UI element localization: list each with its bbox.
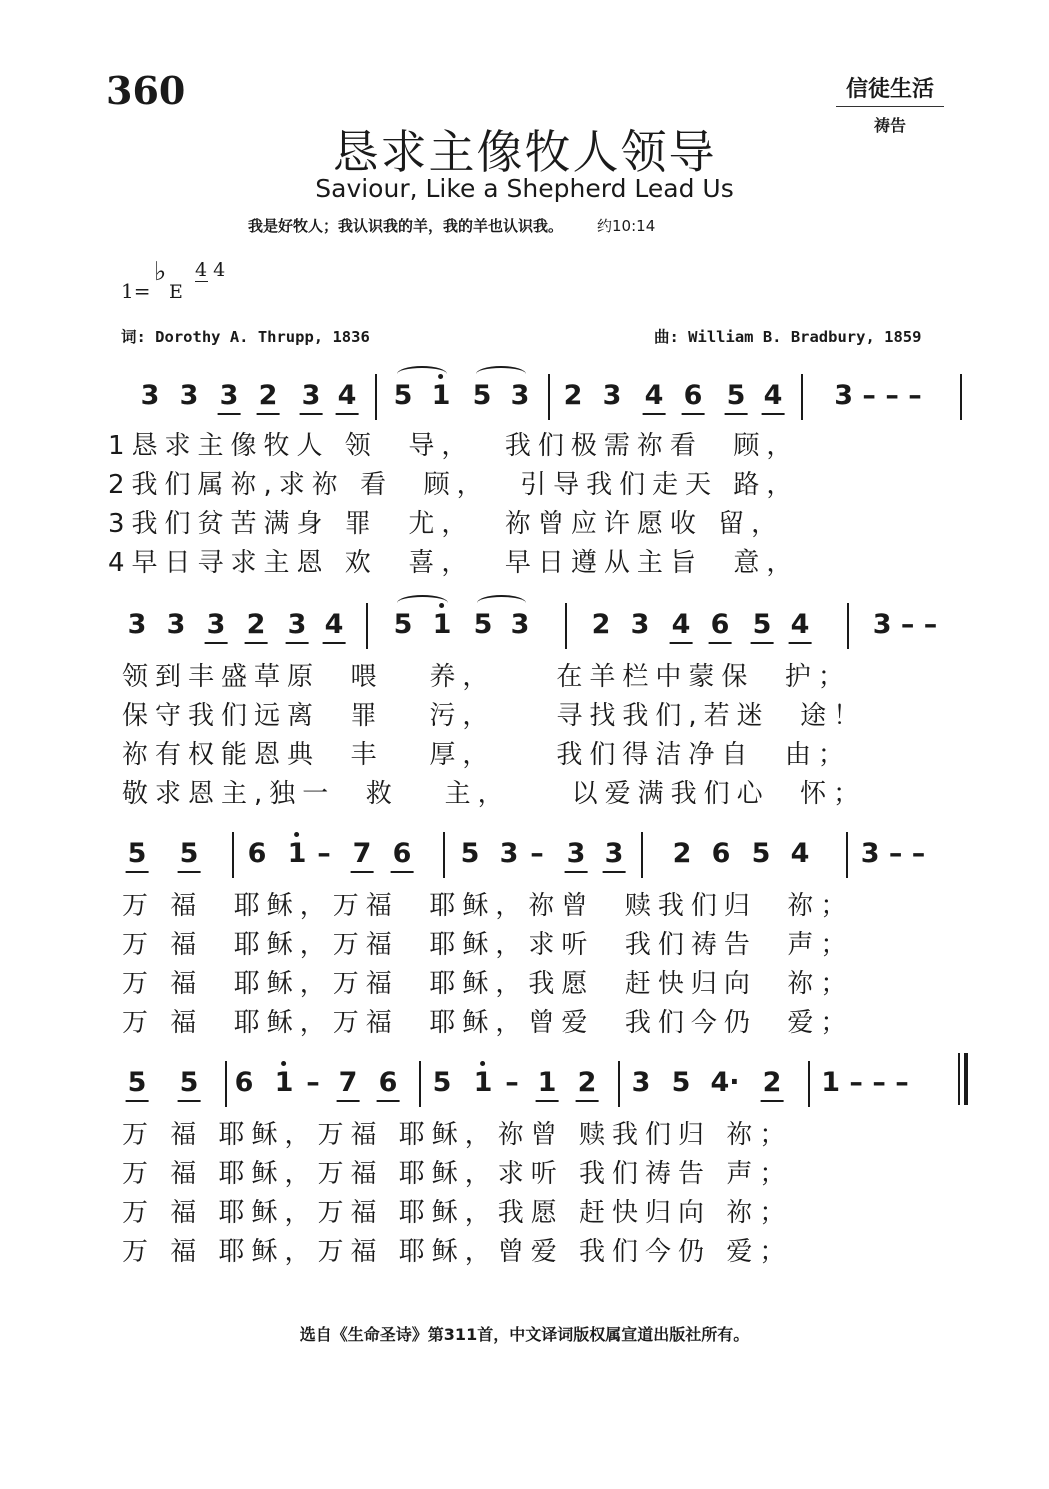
note: 2 — [577, 1067, 597, 1098]
lyric-line: 敬求恩主,独一 救 主， 以爱满我们心 怀； — [122, 779, 867, 809]
time-signature-rule — [195, 281, 208, 282]
note: 5 — [127, 838, 147, 869]
note: 3 — [301, 380, 321, 411]
octave-dot — [281, 1061, 286, 1066]
key-note: E — [169, 281, 183, 303]
note: – — [306, 1067, 320, 1098]
hymn-number: 360 — [106, 68, 186, 113]
bar-line — [641, 832, 643, 878]
lyric-line: 万 福 耶稣，万福 耶稣，我愿 赶快归向 祢； — [122, 1198, 793, 1228]
note: 5 — [179, 1067, 199, 1098]
note: 1 — [275, 1067, 294, 1099]
final-bar-line — [958, 1053, 960, 1105]
tie-arc — [476, 366, 526, 382]
note: 2 — [258, 380, 278, 411]
title-english: Saviour, Like a Shepherd Lead Us — [315, 174, 734, 203]
note: 5 — [127, 1067, 147, 1098]
lyric-line: 领到丰盛草原 喂 养， 在羊栏中蒙保 护； — [122, 662, 851, 692]
bar-line — [375, 374, 377, 420]
note: 7 — [352, 838, 372, 869]
note: 3 – – – — [834, 380, 922, 411]
tie-arc — [397, 366, 447, 382]
note: 4· — [710, 1067, 740, 1098]
scripture-reference: 约10:14 — [597, 217, 656, 235]
bar-line — [548, 374, 550, 420]
note: 6 — [711, 838, 731, 869]
lyric-line: 2我们属祢,求祢 看 顾， 引导我们走天 路， — [108, 470, 800, 500]
note: 6 — [234, 1067, 254, 1098]
note: 3 — [140, 380, 160, 411]
note: 2 — [591, 609, 611, 640]
credit-lyricist: 词: Dorothy A. Thrupp, 1836 — [121, 328, 370, 346]
note: 5 — [752, 609, 772, 640]
note: 7 — [338, 1067, 358, 1098]
lyric-line: 万 福 耶稣，万福 耶稣，我愿 赶快归向 祢； — [122, 969, 854, 999]
note: 2 — [563, 380, 583, 411]
note: 5 — [432, 1067, 452, 1098]
note: 4 — [763, 380, 783, 411]
note: 1 — [474, 1067, 493, 1099]
note: 3 — [566, 838, 586, 869]
note: 3 — [166, 609, 186, 640]
note: – — [530, 838, 544, 869]
note: 5 — [179, 838, 199, 869]
note: 3 — [206, 609, 226, 640]
note: 1 — [433, 609, 452, 641]
lyric-line: 3我们贫苦满身 罪 尤， 祢曾应许愿收 留， — [108, 509, 785, 539]
note: 6 — [710, 609, 730, 640]
note: 3 — [287, 609, 307, 640]
subcategory-label: 祷告 — [873, 116, 906, 135]
key-prefix: 1= — [121, 279, 151, 303]
octave-dot — [480, 1061, 485, 1066]
lyric-line: 1恳求主像牧人 领 导， 我们极需祢看 顾， — [108, 431, 800, 461]
bar-line — [960, 374, 962, 420]
key-signature — [121, 257, 231, 317]
lyric-line: 万 福 耶稣，万福 耶稣，祢曾 赎我们归 祢； — [122, 891, 854, 921]
note: 5 — [393, 609, 413, 640]
scripture-text: 我是好牧人；我认识我的羊，我的羊也认识我。 — [248, 217, 564, 235]
note: 3 — [179, 380, 199, 411]
note: 4 — [790, 609, 810, 640]
note: 3 — [499, 838, 519, 869]
flat-icon: ♭ — [154, 257, 167, 287]
note: 3 – – — [860, 838, 926, 869]
scripture-line — [248, 215, 655, 236]
note: 5 — [473, 609, 493, 640]
note: 1 — [288, 838, 307, 870]
bar-line — [618, 1061, 620, 1107]
bar-line — [366, 603, 368, 649]
note: 3 — [127, 609, 147, 640]
note: 6 — [392, 838, 412, 869]
lyric-line: 万 福 耶稣，万福 耶稣，求听 我们祷告 声； — [122, 1159, 793, 1189]
bar-line — [443, 832, 445, 878]
bar-line — [419, 1061, 421, 1107]
tie-arc — [477, 595, 526, 611]
note: 2 — [762, 1067, 782, 1098]
note: – — [317, 838, 331, 869]
note: 3 — [630, 609, 650, 640]
category-label: 信徒生活 — [836, 72, 944, 107]
note: 4 — [337, 380, 357, 411]
bar-line — [847, 603, 849, 649]
time-signature-bottom: 4 — [213, 259, 226, 281]
time-signature-top: 4 — [195, 259, 208, 281]
note: 5 — [726, 380, 746, 411]
note: 1 — [432, 380, 451, 412]
note: 5 — [751, 838, 771, 869]
bar-line — [808, 1061, 810, 1107]
note: 1 – – – — [821, 1067, 909, 1098]
credit-composer: 曲: William B. Bradbury, 1859 — [654, 328, 922, 346]
lyric-line: 万 福 耶稣，万福 耶稣，曾爱 我们今仍 爱； — [122, 1008, 854, 1038]
lyric-line: 4早日寻求主恩 欢 喜， 早日遵从主旨 意， — [108, 548, 800, 578]
title-chinese: 恳求主像牧人领导 — [332, 125, 717, 179]
note: 6 — [378, 1067, 398, 1098]
lyric-line: 万 福 耶稣，万福 耶稣，祢曾 赎我们归 祢； — [122, 1120, 793, 1150]
note: 3 — [510, 609, 530, 640]
lyric-line: 万 福 耶稣，万福 耶稣，求听 我们祷告 声； — [122, 930, 854, 960]
note: 4 — [644, 380, 664, 411]
note: 3 — [510, 380, 530, 411]
note: 5 — [472, 380, 492, 411]
bar-line — [846, 832, 848, 878]
note: 3 — [604, 838, 624, 869]
note: – — [505, 1067, 519, 1098]
note: 6 — [683, 380, 703, 411]
note: 3 — [631, 1067, 651, 1098]
note: 1 — [537, 1067, 557, 1098]
note: 5 — [393, 380, 413, 411]
note: 3 – – — [872, 609, 938, 640]
note: 4 — [790, 838, 810, 869]
final-bar-line — [964, 1053, 968, 1105]
time-signature — [195, 259, 225, 281]
tie-arc — [397, 595, 448, 611]
note: 4 — [671, 609, 691, 640]
note: 3 — [219, 380, 239, 411]
note: 2 — [246, 609, 266, 640]
note: 3 — [602, 380, 622, 411]
lyric-line: 祢有权能恩典 丰 厚， 我们得洁净自 由； — [122, 740, 851, 770]
lyric-line: 保守我们远离 罪 污， 寻找我们,若迷 途！ — [122, 701, 867, 731]
lyric-line: 万 福 耶稣，万福 耶稣，曾爱 我们今仍 爱； — [122, 1237, 793, 1267]
octave-dot — [294, 832, 299, 837]
note: 2 — [672, 838, 692, 869]
bar-line — [565, 603, 567, 649]
note: 6 — [247, 838, 267, 869]
note: 5 — [671, 1067, 691, 1098]
bar-line — [225, 1061, 227, 1107]
note: 5 — [460, 838, 480, 869]
note: 4 — [324, 609, 344, 640]
copyright-footer: 选自《生命圣诗》第311首，中文译词版权属宣道出版社所有。 — [299, 1325, 750, 1344]
bar-line — [801, 374, 803, 420]
bar-line — [232, 832, 234, 878]
